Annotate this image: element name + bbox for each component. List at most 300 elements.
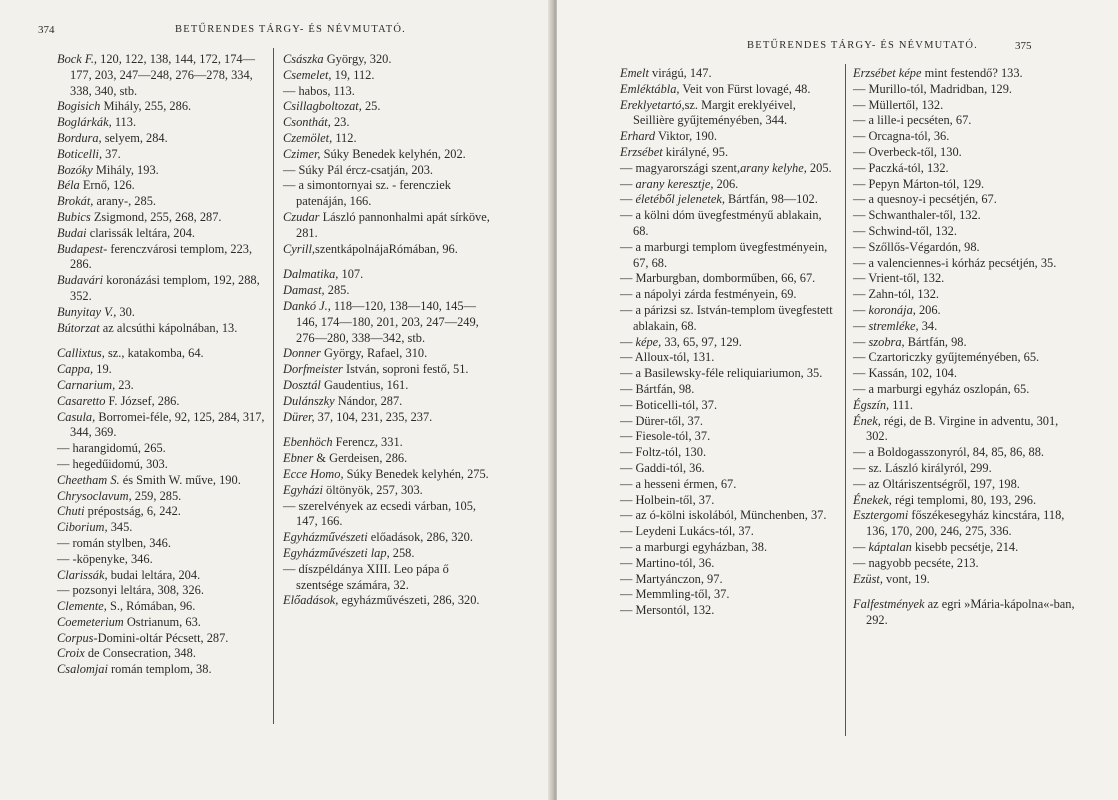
index-refs: S., Rómában, 96. xyxy=(106,599,196,614)
index-refs: — a lille-i pecséten, 67. xyxy=(853,113,972,128)
index-entry xyxy=(283,362,495,378)
index-refs: 206. xyxy=(713,176,739,191)
index-refs: 206. xyxy=(915,302,941,317)
index-entry xyxy=(57,520,267,536)
index-refs: — Dürer-től, 37. xyxy=(620,413,704,428)
index-refs: 33, 65, 97, 129. xyxy=(661,334,742,349)
index-entry xyxy=(620,477,838,493)
index-entry xyxy=(283,483,495,499)
index-refs: — Holbein-től, 37. xyxy=(620,492,715,507)
index-entry xyxy=(853,82,1075,98)
index-entry xyxy=(283,115,495,131)
page-number-left: 374 xyxy=(38,24,55,36)
index-refs: — román stylben, 346. xyxy=(57,535,171,550)
index-entry xyxy=(283,52,495,68)
index-entry xyxy=(283,84,495,100)
index-entry xyxy=(620,493,838,509)
index-refs: Zsigmond, 255, 268, 287. xyxy=(90,209,222,224)
index-term: Esztergomi xyxy=(853,508,909,523)
index-refs: — díszpéldánya XIII. Leo pápa ő szentsége számára, 32. xyxy=(283,561,449,592)
index-refs: — Martino-tól, 36. xyxy=(620,555,715,570)
index-refs: — a marburgi egyház oszlopán, 65. xyxy=(853,381,1030,396)
index-refs: 113. xyxy=(111,115,137,130)
index-refs: — a hesseni érmen, 67. xyxy=(620,476,737,491)
index-entry xyxy=(853,414,1075,446)
index-entry xyxy=(853,145,1075,161)
index-refs: 37. xyxy=(102,146,121,161)
index-term: Erhard xyxy=(620,129,656,144)
index-term: Casula, xyxy=(57,409,96,424)
index-refs: Bártfán, 98—102. xyxy=(724,192,818,207)
index-refs: László pannonhalmi apát sírköve, 281. xyxy=(296,209,490,240)
index-term: Cheetham S. xyxy=(57,472,120,487)
index-term: Emléktábla, xyxy=(620,81,680,96)
index-term: Bordura, xyxy=(57,130,102,145)
index-term: Dalmatika, xyxy=(283,267,339,282)
index-entry xyxy=(853,508,1075,540)
index-refs: — xyxy=(853,302,866,317)
index-term: életéből jelenetek, xyxy=(632,192,725,207)
index-entry xyxy=(283,68,495,84)
index-entry xyxy=(620,461,838,477)
index-refs: — Súky Pál ércz-csatján, 203. xyxy=(283,162,434,177)
index-refs: Ferencz, 331. xyxy=(332,435,403,450)
index-refs: — Mersontól, 132. xyxy=(620,603,715,618)
entry-gap xyxy=(57,336,267,346)
index-entry xyxy=(283,242,495,258)
column-rule-right xyxy=(845,64,846,736)
index-refs: — Memmling-től, 37. xyxy=(620,587,730,602)
index-refs: & Gerdeisen, 286. xyxy=(313,451,408,466)
index-entry xyxy=(283,267,495,283)
index-refs: Ernő, 126. xyxy=(79,178,135,193)
index-entry xyxy=(853,540,1075,556)
index-entry xyxy=(620,508,838,524)
index-refs: — Zahn-tól, 132. xyxy=(853,287,940,302)
index-term: szobra, xyxy=(865,334,905,349)
index-refs: 23. xyxy=(115,377,134,392)
index-entry xyxy=(853,398,1075,414)
index-entry xyxy=(57,583,267,599)
index-entry xyxy=(57,552,267,568)
index-term: Clarissák, xyxy=(57,567,108,582)
index-refs: — Marburgban, domborműben, 66, 67. xyxy=(620,271,816,286)
index-entry xyxy=(620,82,838,98)
index-entry xyxy=(57,489,267,505)
index-entry xyxy=(620,445,838,461)
index-refs: kisebb pecsétje, 214. xyxy=(911,539,1019,554)
index-refs: — xyxy=(620,176,633,191)
index-entry xyxy=(57,52,267,99)
index-refs: de Consecration, 348. xyxy=(84,646,196,661)
index-entry xyxy=(853,597,1075,629)
index-entry xyxy=(283,299,495,346)
index-entry xyxy=(57,599,267,615)
index-refs: — a nápolyi zárda festményein, 69. xyxy=(620,287,797,302)
index-entry xyxy=(57,273,267,305)
index-refs: 25. xyxy=(361,99,381,114)
index-refs: — Martyánczon, 97. xyxy=(620,571,723,586)
index-refs: — Bártfán, 98. xyxy=(620,381,695,396)
index-entry xyxy=(853,287,1075,303)
index-term: Coemeterium xyxy=(57,614,124,629)
index-refs: mint festendő? 133. xyxy=(921,66,1023,80)
index-refs: 19, 112. xyxy=(331,67,375,82)
index-refs: 107. xyxy=(338,267,364,282)
index-term: Bozóky xyxy=(57,162,93,177)
right-page xyxy=(557,0,1118,800)
index-entry xyxy=(620,350,838,366)
index-entry xyxy=(57,394,267,410)
index-term: Carnarium, xyxy=(57,377,116,392)
index-refs: sz. Margit ereklyéivel, Seillière gyűjteményében, 344. xyxy=(633,97,796,128)
index-term: Ének, xyxy=(853,413,881,428)
index-entry xyxy=(57,321,267,337)
index-entry xyxy=(57,178,267,194)
index-refs: clarissák leltára, 204. xyxy=(86,225,195,240)
index-refs: - ferenczvárosi templom, 223, 286. xyxy=(70,241,253,272)
index-term: Bútorzat xyxy=(57,320,100,335)
index-term: Dankó J., xyxy=(283,298,331,313)
index-entry xyxy=(853,161,1075,177)
index-entry xyxy=(283,163,495,179)
index-refs: Ostrianum, 63. xyxy=(123,614,201,629)
index-refs: — Orcagna-tól, 36. xyxy=(853,129,950,144)
index-entry xyxy=(283,394,495,410)
index-term: Cappa, xyxy=(57,362,94,377)
index-entry xyxy=(853,319,1075,335)
index-entry xyxy=(620,161,838,177)
index-entry xyxy=(57,131,267,147)
index-entry xyxy=(283,131,495,147)
index-refs: — szerelvények az ecsedi várban, 105, 147, 166. xyxy=(283,498,476,529)
index-entry xyxy=(853,256,1075,272)
index-entry xyxy=(853,98,1075,114)
index-refs: — Pepyn Márton-tól, 129. xyxy=(853,176,985,191)
index-term: Dorfmeister xyxy=(283,362,343,377)
index-refs: — a párizsi sz. István-templom üvegfestett ablakain, 68. xyxy=(620,302,833,333)
index-refs: — Vrient-től, 132. xyxy=(853,271,945,286)
index-refs: — nagyobb pecséte, 213. xyxy=(853,555,979,570)
index-entry xyxy=(283,451,495,467)
index-entry xyxy=(283,283,495,299)
index-term: Brokát, xyxy=(57,194,94,209)
index-column-right-1 xyxy=(620,66,838,619)
index-refs: — Foltz-tól, 130. xyxy=(620,445,707,460)
index-term: Czemölet, xyxy=(283,130,333,145)
index-refs: — -köpenyke, 346. xyxy=(57,551,153,566)
index-refs: — Kassán, 102, 104. xyxy=(853,366,957,381)
entry-gap xyxy=(853,587,1075,597)
index-term: Cyrill, xyxy=(283,241,316,256)
index-refs: sz., katakomba, 64. xyxy=(104,346,204,361)
index-refs: — pozsonyi leltára, 308, 326. xyxy=(57,583,204,598)
index-entry xyxy=(620,524,838,540)
index-term: Budavári xyxy=(57,273,104,288)
index-term: Chuti xyxy=(57,504,85,519)
index-entry xyxy=(853,177,1075,193)
index-refs: — Boticelli-tól, 37. xyxy=(620,397,718,412)
index-refs: 34. xyxy=(918,318,938,333)
index-column-left-2 xyxy=(283,52,495,609)
index-refs: György, 320. xyxy=(323,52,392,66)
index-entry xyxy=(620,398,838,414)
index-entry xyxy=(620,603,838,619)
index-entry xyxy=(853,113,1075,129)
index-refs: 23. xyxy=(330,115,350,130)
index-term: Clemente, xyxy=(57,599,107,614)
index-entry xyxy=(57,242,267,274)
index-refs: vont, 19. xyxy=(882,571,930,586)
index-refs: 30. xyxy=(116,304,135,319)
index-term: Boglárkák, xyxy=(57,115,112,130)
index-refs: Súky Benedek kelyhén, 202. xyxy=(320,146,466,161)
index-column-left-1 xyxy=(57,52,267,678)
index-refs: — a Boldogasszonyról, 84, 85, 86, 88. xyxy=(853,445,1045,460)
index-refs: — xyxy=(620,192,633,207)
index-entry xyxy=(283,593,495,609)
index-refs: — Schwind-től, 132. xyxy=(853,223,957,238)
index-refs: — a quesnoy-i pecsétjén, 67. xyxy=(853,192,997,207)
index-entry xyxy=(620,177,838,193)
index-refs: — Leydeni Lukács-tól, 37. xyxy=(620,524,754,539)
index-term: Csemelet, xyxy=(283,67,332,82)
index-entry xyxy=(57,536,267,552)
index-refs: — Czartoriczky gyűjteményében, 65. xyxy=(853,350,1040,365)
index-term: koronája, xyxy=(865,302,916,317)
index-refs: 37, 104, 231, 235, 237. xyxy=(314,409,433,424)
index-entry xyxy=(57,662,267,678)
index-refs: — xyxy=(853,334,866,349)
index-term: Czimer, xyxy=(283,146,321,161)
index-entry xyxy=(853,303,1075,319)
index-term: Emelt xyxy=(620,66,649,80)
index-entry xyxy=(57,504,267,520)
index-entry xyxy=(57,115,267,131)
index-refs: virágú, 147. xyxy=(648,66,712,80)
index-term: arany kelyhe, xyxy=(740,160,807,175)
index-refs: Bártfán, 98. xyxy=(904,334,967,349)
index-term: Dulánszky xyxy=(283,393,335,408)
index-refs: 285. xyxy=(324,283,350,298)
index-entry xyxy=(620,429,838,445)
index-term: Ereklyetartó, xyxy=(620,97,685,112)
index-entry xyxy=(853,445,1075,461)
index-term: arany keresztje, xyxy=(632,176,714,191)
index-entry xyxy=(853,366,1075,382)
index-refs: régi, de B. Virgine in adventu, 301, 302. xyxy=(866,413,1059,444)
index-refs: — magyarországi szent, xyxy=(620,160,741,175)
index-term: Bunyitay V., xyxy=(57,304,117,319)
index-term: Csalomjai xyxy=(57,662,108,677)
index-term: Callixtus, xyxy=(57,346,105,361)
index-term: Budapest xyxy=(57,241,104,256)
index-refs: — Szőllős-Végardón, 98. xyxy=(853,239,980,254)
index-term: Dürer, xyxy=(283,409,315,424)
index-refs: — xyxy=(853,318,866,333)
index-entry xyxy=(620,192,838,208)
index-refs: szentkápolnájaRómában, 96. xyxy=(315,241,458,256)
index-refs: budai leltára, 204. xyxy=(107,567,201,582)
index-term: Béla xyxy=(57,178,80,193)
index-refs: 120, 122, 138, 144, 172, 174—177, 203, 247—248, 276—278, 334, 338, 340, stb. xyxy=(70,52,256,98)
index-refs: 111. xyxy=(889,397,914,412)
index-refs: prépostság, 6, 242. xyxy=(84,504,181,519)
index-entry xyxy=(853,556,1075,572)
index-entry xyxy=(620,208,838,240)
index-term: Budai xyxy=(57,225,87,240)
index-term: Égszín, xyxy=(853,397,890,412)
index-term: Casaretto xyxy=(57,393,106,408)
index-entry xyxy=(57,346,267,362)
index-refs: selyem, 284. xyxy=(101,130,168,145)
index-entry xyxy=(620,287,838,303)
index-entry xyxy=(283,378,495,394)
index-refs: — Overbeck-től, 130. xyxy=(853,144,962,159)
page-number-right: 375 xyxy=(1015,40,1032,52)
index-entry xyxy=(620,303,838,335)
index-entry xyxy=(283,530,495,546)
index-refs: Gaudentius, 161. xyxy=(320,377,409,392)
index-entry xyxy=(57,646,267,662)
index-entry xyxy=(57,568,267,584)
index-term: Ezüst, xyxy=(853,571,883,586)
index-refs: -Domini-oltár Pécsett, 287. xyxy=(93,630,229,645)
index-term: Ciborium, xyxy=(57,520,108,535)
index-entry xyxy=(283,499,495,531)
index-entry xyxy=(620,129,838,145)
index-refs: — Müllertől, 132. xyxy=(853,97,944,112)
index-term: Dosztál xyxy=(283,377,321,392)
index-refs: — Fiesole-tól, 37. xyxy=(620,429,711,444)
left-page xyxy=(0,0,553,800)
index-entry xyxy=(283,410,495,426)
index-refs: — sz. László királyról, 299. xyxy=(853,460,992,475)
index-refs: — az ó-kölni iskolából, Münchenben, 37. xyxy=(620,508,827,523)
index-term: stremléke, xyxy=(865,318,919,333)
index-refs: — habos, 113. xyxy=(283,83,355,98)
index-entry xyxy=(853,350,1075,366)
index-term: káptalan xyxy=(865,539,912,554)
index-entry xyxy=(853,477,1075,493)
index-refs: az egri »Mária-kápolna«-ban, 292. xyxy=(866,597,1075,628)
index-refs: Mihály, 193. xyxy=(92,162,159,177)
index-term: Előadások, xyxy=(283,593,339,608)
index-entry xyxy=(853,240,1075,256)
index-refs: — harangidomú, 265. xyxy=(57,441,166,456)
index-refs: — hegedűidomú, 303. xyxy=(57,456,168,471)
index-refs: Súky Benedek kelyhén, 275. xyxy=(343,466,489,481)
index-entry xyxy=(853,382,1075,398)
index-entry xyxy=(57,378,267,394)
index-refs: öltönyök, 257, 303. xyxy=(322,482,423,497)
index-refs: román templom, 38. xyxy=(107,662,212,677)
index-entry xyxy=(853,192,1075,208)
index-term: Boticelli, xyxy=(57,146,103,161)
index-term: Császka xyxy=(283,52,324,66)
index-refs: — a kölni dóm üvegfestményű ablakain, 68. xyxy=(620,208,822,238)
index-refs: — a valenciennes-i kórház pecsétjén, 35. xyxy=(853,255,1057,270)
index-refs: F. József, 286. xyxy=(105,393,180,408)
index-entry xyxy=(57,473,267,489)
index-term: Chrysoclavum, xyxy=(57,488,132,503)
index-entry xyxy=(620,66,838,82)
column-rule-left xyxy=(273,48,274,724)
index-term: Corpus xyxy=(57,630,94,645)
index-entry xyxy=(620,366,838,382)
index-entry xyxy=(57,305,267,321)
index-refs: főszékesegyház kincstára, 118, 136, 170, 200, 246, 275, 336. xyxy=(866,508,1065,539)
index-term: Ebenhöch xyxy=(283,435,333,450)
index-entry xyxy=(853,129,1075,145)
index-entry xyxy=(57,99,267,115)
index-term: képe, xyxy=(632,334,662,349)
index-entry xyxy=(283,435,495,451)
index-entry xyxy=(620,98,838,130)
index-entry xyxy=(283,178,495,210)
index-refs: előadások, 286, 320. xyxy=(367,530,473,545)
index-refs: és Smith W. műve, 190. xyxy=(119,472,241,487)
index-refs: 118—120, 138—140, 145—146, 174—180, 201, 203, 247—249, 276—280, 338—342, stb. xyxy=(296,298,479,345)
index-entry xyxy=(283,147,495,163)
index-entry xyxy=(283,546,495,562)
index-entry xyxy=(57,362,267,378)
index-refs: koronázási templom, 192, 288, 352. xyxy=(70,273,260,303)
index-refs: egyházművészeti, 286, 320. xyxy=(338,593,480,608)
index-refs: — a simontornyai sz. - ferencziek patenáján, 166. xyxy=(283,178,451,209)
index-entry xyxy=(57,210,267,226)
index-entry xyxy=(853,66,1075,82)
index-entry xyxy=(620,556,838,572)
index-entry xyxy=(853,271,1075,287)
index-entry xyxy=(283,210,495,242)
index-entry xyxy=(57,615,267,631)
index-term: Egyházművészeti xyxy=(283,530,368,545)
index-refs: 259, 285. xyxy=(131,488,182,503)
running-head-right: BETŰRENDES TÁRGY- ÉS NÉVMUTATÓ. xyxy=(747,40,978,51)
index-term: Czudar xyxy=(283,209,320,224)
running-head-left: BETŰRENDES TÁRGY- ÉS NÉVMUTATÓ. xyxy=(175,24,406,35)
index-term: Bubics xyxy=(57,209,91,224)
index-entry xyxy=(620,145,838,161)
index-entry xyxy=(853,335,1075,351)
index-term: Falfestmények xyxy=(853,597,925,612)
index-term: Bogisich xyxy=(57,99,101,114)
index-entry xyxy=(57,163,267,179)
index-refs: — az Oltáriszentségről, 197, 198. xyxy=(853,476,1020,491)
index-refs: — a Basilewsky-féle reliquiariumon, 35. xyxy=(620,366,823,381)
index-refs: György, Rafael, 310. xyxy=(320,346,428,361)
index-term: Erzsébet xyxy=(620,144,663,159)
index-column-right-2 xyxy=(853,66,1075,629)
index-refs: István, soproni festő, 51. xyxy=(342,362,469,377)
index-entry xyxy=(853,461,1075,477)
index-term: Egyházi xyxy=(283,482,323,497)
index-refs: — Murillo-tól, Madridban, 129. xyxy=(853,81,1012,96)
index-refs: 19. xyxy=(93,362,112,377)
index-entry xyxy=(853,208,1075,224)
index-refs: — xyxy=(620,334,633,349)
index-entry xyxy=(853,572,1075,588)
index-term: Erzsébet képe xyxy=(853,66,922,80)
index-refs: Viktor, 190. xyxy=(655,129,717,144)
index-refs: 205. xyxy=(806,160,832,175)
index-term: Ecce Homo, xyxy=(283,466,344,481)
index-term: Damast, xyxy=(283,283,325,298)
index-refs: 112. xyxy=(332,130,357,145)
index-entry xyxy=(57,441,267,457)
index-refs: 345. xyxy=(107,520,133,535)
